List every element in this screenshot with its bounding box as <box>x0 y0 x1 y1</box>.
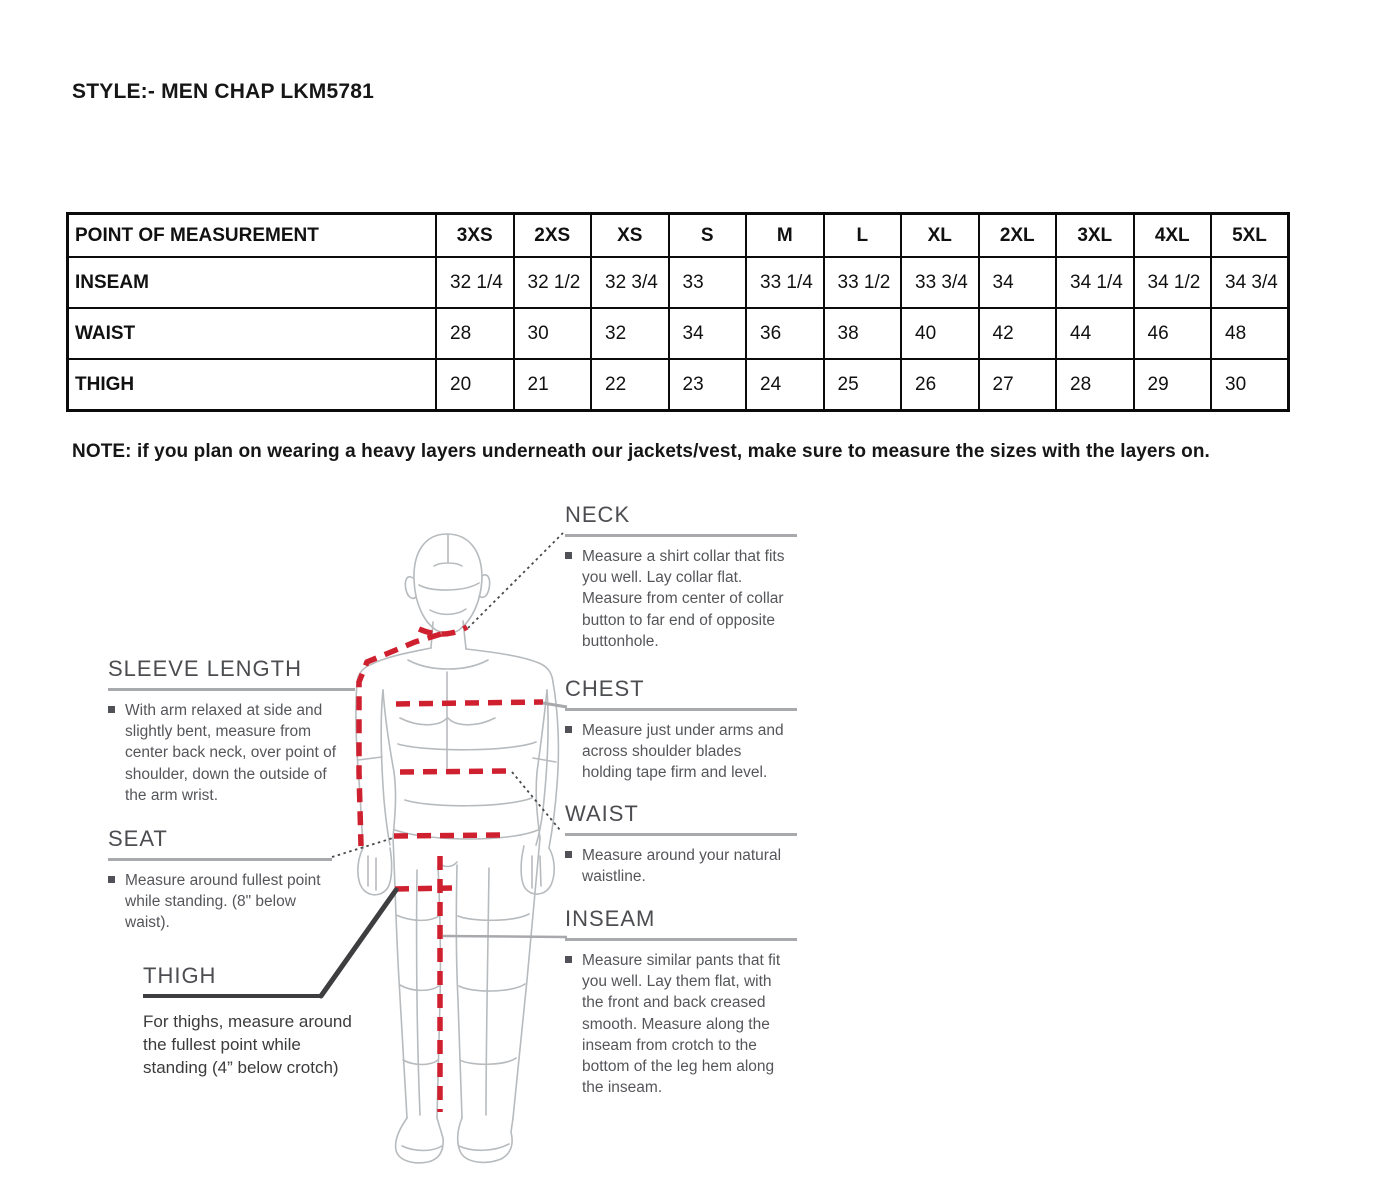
chest-label-block <box>565 676 797 784</box>
size-col-header: L <box>824 214 902 258</box>
size-value-cell: 32 3/4 <box>591 257 669 308</box>
measurement-col-header: POINT OF MEASUREMENT <box>68 214 437 258</box>
seat-description: Measure around fullest point while standing. (8" below waist). <box>125 872 321 932</box>
size-value-cell: 30 <box>514 308 592 359</box>
size-col-header: 4XL <box>1134 214 1212 258</box>
bullet-icon <box>108 876 115 883</box>
chest-description: Measure just under arms and across shoulder blades holding tape firm and level. <box>582 722 784 782</box>
size-value-cell: 36 <box>746 308 824 359</box>
inseam-heading: INSEAM <box>565 906 797 941</box>
size-col-header: 3XS <box>436 214 514 258</box>
size-col-header: 5XL <box>1211 214 1289 258</box>
size-value-cell: 44 <box>1056 308 1134 359</box>
seat-heading: SEAT <box>108 826 332 861</box>
size-value-cell: 46 <box>1134 308 1212 359</box>
size-value-cell: 34 3/4 <box>1211 257 1289 308</box>
size-col-header: XL <box>901 214 979 258</box>
thigh-rule <box>143 994 321 998</box>
waist-label-block <box>565 801 797 887</box>
page-title: STYLE:- MEN CHAP LKM5781 <box>72 80 374 103</box>
inseam-pointer-line <box>443 936 567 937</box>
size-value-cell: 34 <box>979 257 1057 308</box>
size-value-cell: 28 <box>1056 359 1134 411</box>
thigh-heading: THIGH <box>143 963 217 988</box>
size-value-cell: 23 <box>669 359 747 411</box>
bullet-icon <box>565 851 572 858</box>
waist-measure-line <box>400 771 512 772</box>
size-value-cell: 32 1/2 <box>514 257 592 308</box>
waist-description: Measure around your natural waistline. <box>582 847 782 886</box>
neck-heading: NECK <box>565 502 797 537</box>
size-value-cell: 29 <box>1134 359 1212 411</box>
size-col-header: 2XS <box>514 214 592 258</box>
size-value-cell: 34 1/4 <box>1056 257 1134 308</box>
thigh-description: For thighs, measure around the fullest point while standing (4” below crotch) <box>143 1012 352 1077</box>
waist-heading: WAIST <box>565 801 797 836</box>
sleeve-length-heading: SLEEVE LENGTH <box>108 656 355 691</box>
size-value-cell: 33 1/2 <box>824 257 902 308</box>
thigh-label-block <box>143 963 363 1080</box>
inseam-label-block <box>565 906 797 1099</box>
seat-label-block <box>108 826 332 934</box>
size-value-cell: 28 <box>436 308 514 359</box>
bullet-icon <box>565 956 572 963</box>
sleeve-measure-line <box>359 634 441 846</box>
size-value-cell: 33 1/4 <box>746 257 824 308</box>
size-value-cell: 27 <box>979 359 1057 411</box>
note-text: NOTE: if you plan on wearing a heavy layers underneath our jackets/vest, make sure to measure the sizes with the layers on. <box>72 441 1210 462</box>
chest-measure-line <box>396 702 543 704</box>
neck-description: Measure a shirt collar that fits you well. Lay collar flat. Measure from center of collar button to far end of opposite buttonhole. <box>582 548 785 650</box>
sleeve-length-label-block <box>108 656 355 806</box>
size-value-cell: 33 3/4 <box>901 257 979 308</box>
size-value-cell: 20 <box>436 359 514 411</box>
size-value-cell: 40 <box>901 308 979 359</box>
measure-lines <box>359 627 543 1112</box>
size-value-cell: 42 <box>979 308 1057 359</box>
row-label: WAIST <box>68 308 437 359</box>
row-label: INSEAM <box>68 257 437 308</box>
size-value-cell: 25 <box>824 359 902 411</box>
size-value-cell: 30 <box>1211 359 1289 411</box>
size-value-cell: 33 <box>669 257 747 308</box>
neck-measure-line <box>419 627 467 634</box>
size-col-header: 3XL <box>1056 214 1134 258</box>
size-value-cell: 32 1/4 <box>436 257 514 308</box>
mannequin-figure <box>356 534 558 1163</box>
size-value-cell: 21 <box>514 359 592 411</box>
chest-pointer-line <box>543 703 567 707</box>
size-value-cell: 34 <box>669 308 747 359</box>
neck-label-block <box>565 502 797 652</box>
size-col-header: M <box>746 214 824 258</box>
row-label: THIGH <box>68 359 437 411</box>
size-col-header: XS <box>591 214 669 258</box>
size-col-header: 2XL <box>979 214 1057 258</box>
sleeve-length-description: With arm relaxed at side and slightly bent, measure from center back neck, over point of shoulder, down the outside of the arm wrist. <box>125 702 337 804</box>
size-col-header: S <box>669 214 747 258</box>
size-value-cell: 26 <box>901 359 979 411</box>
bullet-icon <box>565 726 572 733</box>
bullet-icon <box>565 552 572 559</box>
size-value-cell: 22 <box>591 359 669 411</box>
seat-measure-line <box>394 835 507 836</box>
size-value-cell: 34 1/2 <box>1134 257 1212 308</box>
size-value-cell: 24 <box>746 359 824 411</box>
bullet-icon <box>108 706 115 713</box>
size-value-cell: 32 <box>591 308 669 359</box>
size-value-cell: 38 <box>824 308 902 359</box>
size-value-cell: 48 <box>1211 308 1289 359</box>
chest-heading: CHEST <box>565 676 797 711</box>
inseam-description: Measure similar pants that fit you well. Lay them flat, with the front and back creased smooth. Measure along the inseam from crotch to the bottom of the leg hem along the inseam. <box>582 952 781 1097</box>
thigh-measure-line <box>395 888 452 889</box>
